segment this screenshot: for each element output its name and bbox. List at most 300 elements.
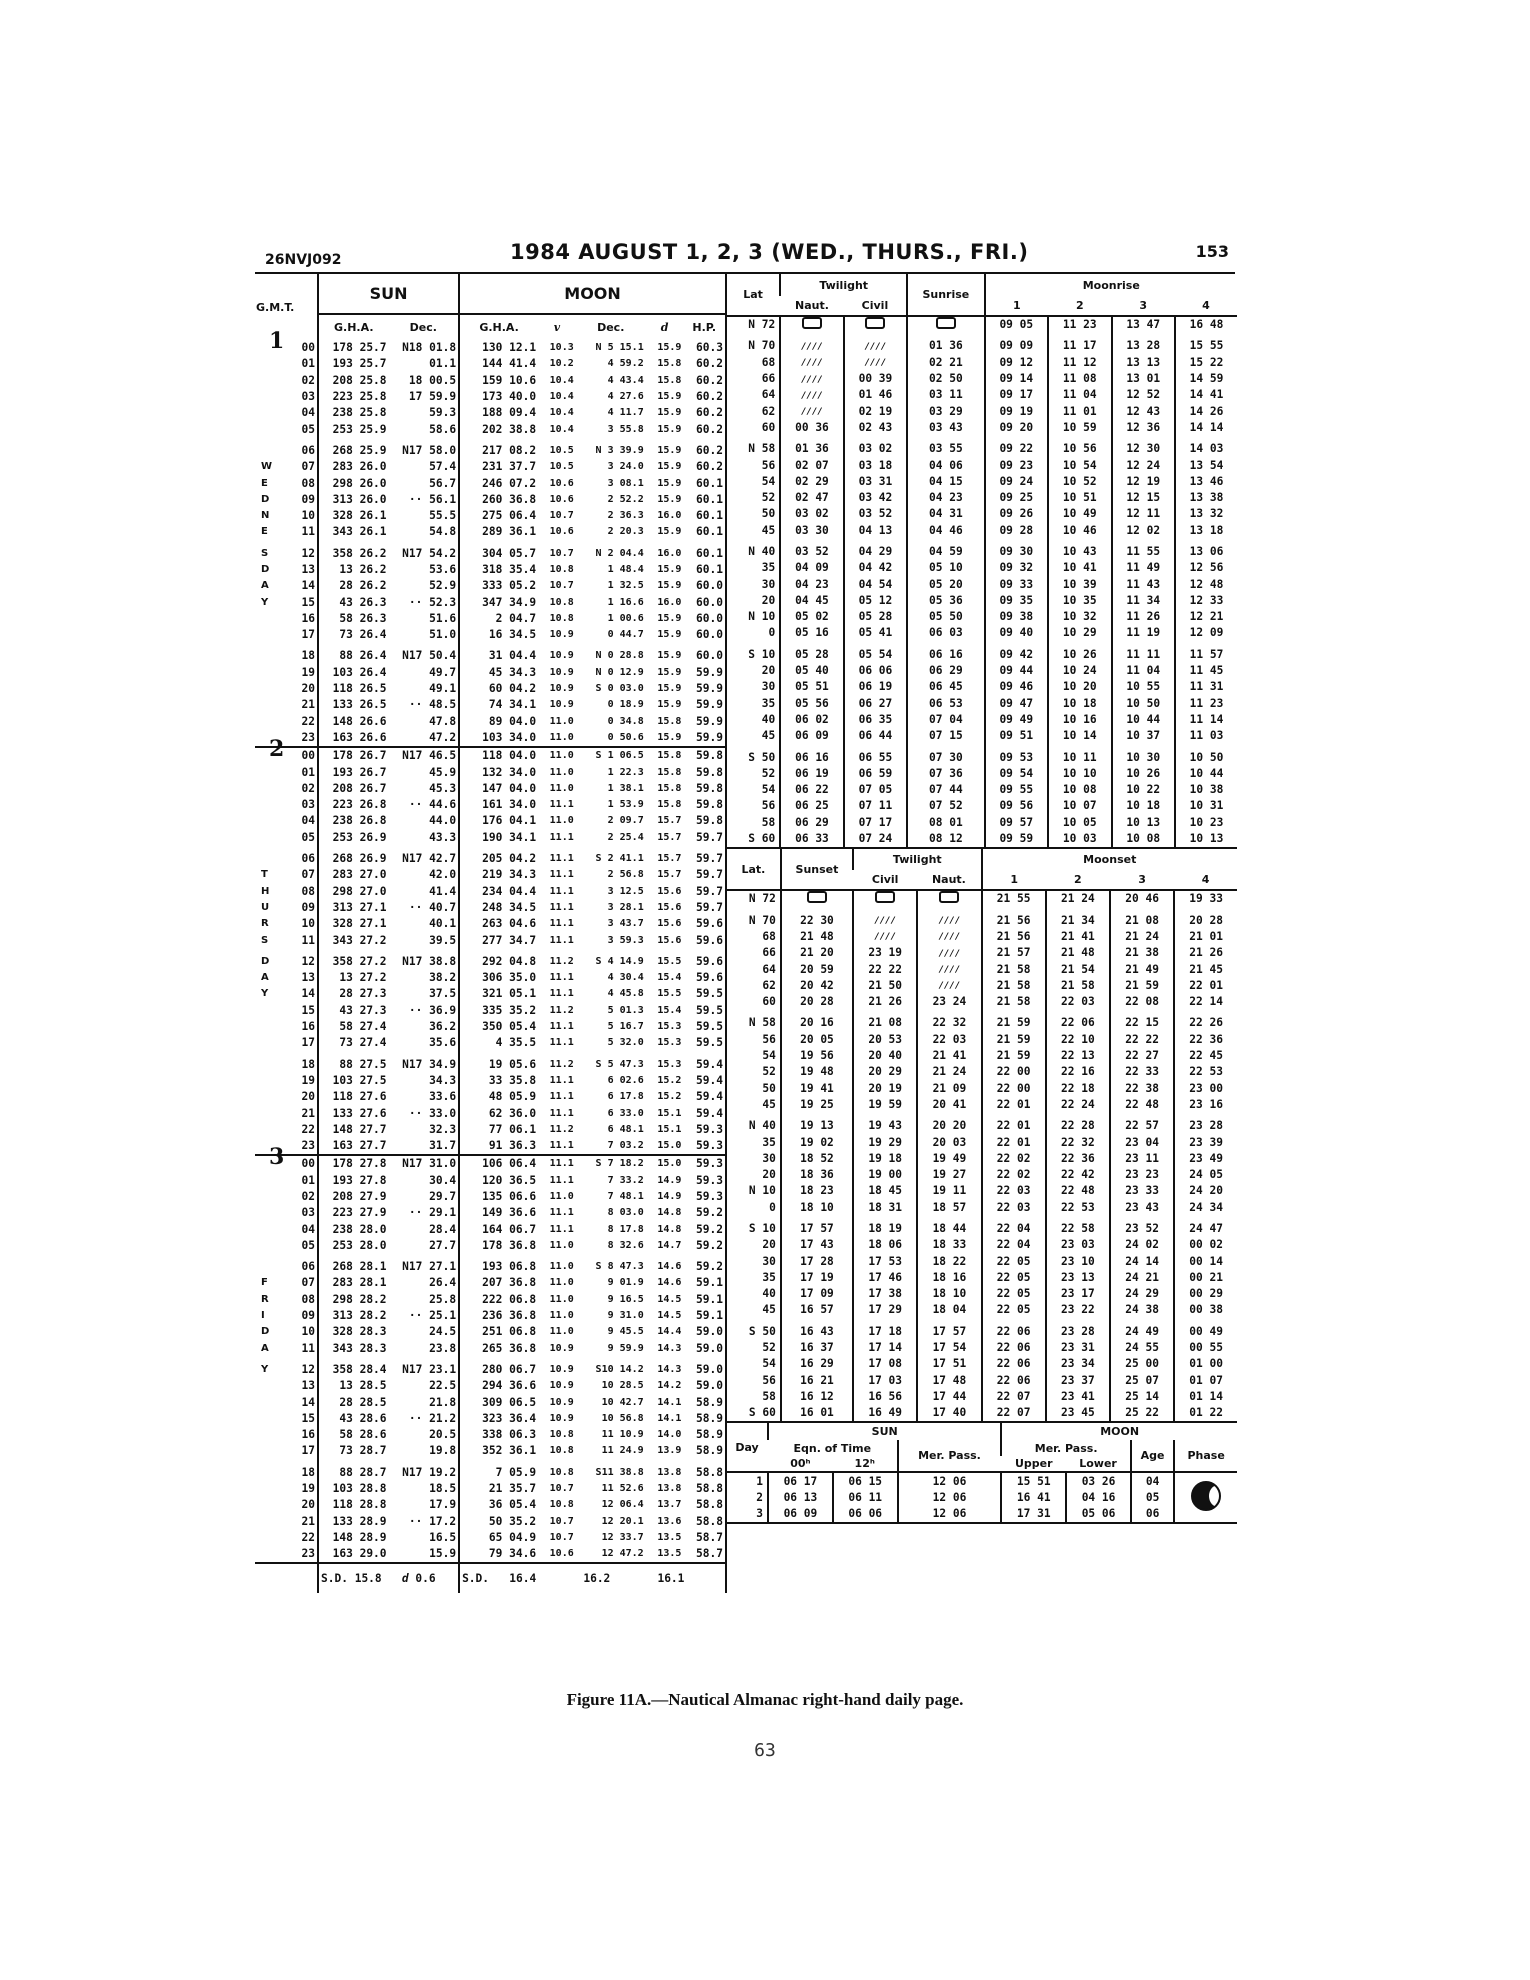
always-above-horizon-icon bbox=[802, 317, 822, 329]
time-value: 23 24 bbox=[917, 994, 981, 1010]
time-value: 13 18 bbox=[1175, 523, 1237, 539]
rise-set-tables bbox=[725, 274, 1237, 1593]
time-value: 08 12 bbox=[907, 831, 984, 847]
upper-header: Upper bbox=[1014, 1457, 1053, 1471]
time-value: 06 27 bbox=[844, 696, 907, 712]
moon-v: 10.8 bbox=[549, 612, 574, 624]
no-twilight-icon: //// bbox=[874, 932, 897, 943]
moon-gha: 120 36.5 bbox=[459, 1173, 538, 1189]
moon-hp: 59.4 bbox=[696, 1073, 723, 1087]
moon-sd-day1: 16.4 bbox=[509, 1571, 537, 1585]
time-value: 04 59 bbox=[907, 539, 984, 560]
moon-dec: N 2 04.4 bbox=[595, 547, 644, 559]
time-value bbox=[780, 387, 843, 403]
moon-dec: 5 32.0 bbox=[607, 1037, 644, 1049]
moon-hp: 60.2 bbox=[696, 406, 723, 420]
moon-hp: 59.7 bbox=[696, 884, 723, 898]
naut-header: Naut. bbox=[795, 299, 829, 312]
sun-dec: 53.6 bbox=[429, 563, 457, 576]
gmt-hour-value: 16 bbox=[301, 1428, 315, 1442]
time-value: 17 44 bbox=[917, 1389, 981, 1405]
moon-dec: 0 44.7 bbox=[607, 629, 644, 641]
time-value: 10 16 bbox=[1048, 712, 1111, 728]
time-value: 23 33 bbox=[1110, 1183, 1174, 1199]
moon-dec: 1 32.5 bbox=[607, 580, 644, 592]
time-value: 23 00 bbox=[1174, 1080, 1237, 1096]
moon-dec: 3 43.7 bbox=[607, 918, 644, 930]
time-value: 05 40 bbox=[780, 663, 843, 679]
moon-dec: 8 03.0 bbox=[607, 1207, 644, 1219]
gmt-hour bbox=[255, 1003, 318, 1019]
time-value: 22 36 bbox=[1046, 1151, 1110, 1167]
moon-hp: 60.2 bbox=[696, 390, 723, 404]
time-value: 10 32 bbox=[1048, 609, 1111, 625]
day: 3 bbox=[756, 1507, 764, 1521]
table-row bbox=[727, 945, 1237, 961]
sun-dec: 29.7 bbox=[429, 1189, 457, 1203]
time-value: 10 37 bbox=[1112, 728, 1175, 744]
sun-gha: 223 26.8 bbox=[318, 797, 389, 813]
time-value: 22 00 bbox=[982, 1064, 1046, 1080]
table-row bbox=[727, 1405, 1237, 1421]
moon-d: 15.5 bbox=[657, 955, 682, 967]
moon-hp: 59.6 bbox=[696, 971, 723, 985]
time-value: 17 08 bbox=[853, 1356, 917, 1372]
gmt-hour bbox=[255, 1481, 318, 1497]
no-twilight-icon: //// bbox=[801, 390, 823, 401]
sun-sd-label: S.D. bbox=[321, 1571, 348, 1585]
table-row bbox=[255, 1254, 725, 1275]
moon-gha: 188 09.4 bbox=[459, 405, 538, 421]
sun-gha: 358 26.2 bbox=[318, 541, 389, 562]
moon-gha: 350 05.4 bbox=[459, 1019, 538, 1035]
sun-dec: 41.4 bbox=[429, 884, 457, 898]
almanac-page-number: 153 bbox=[1195, 242, 1229, 261]
moon-d-header: d bbox=[660, 321, 669, 334]
sun-moon-table bbox=[255, 274, 725, 1593]
gmt-hour bbox=[255, 492, 318, 508]
sun-dec: 56.7 bbox=[429, 476, 457, 490]
time-value: 23 19 bbox=[853, 945, 917, 961]
time-value: 03 29 bbox=[907, 403, 984, 419]
no-twilight-icon: //// bbox=[938, 932, 961, 943]
moon-dec: 2 09.7 bbox=[607, 815, 644, 827]
time-value: 09 54 bbox=[985, 766, 1048, 782]
moon-dec: 12 33.7 bbox=[601, 1531, 644, 1543]
weekday-letter: D bbox=[261, 1326, 270, 1338]
moon-dec: 6 02.6 bbox=[607, 1074, 644, 1086]
table-row bbox=[727, 609, 1237, 625]
moon-dec: S 1 06.5 bbox=[595, 750, 644, 762]
moon-hp: 60.1 bbox=[696, 476, 723, 490]
sun-dec: 47.8 bbox=[429, 714, 457, 728]
table-row bbox=[255, 389, 725, 405]
sun-dec: 17.9 bbox=[429, 1498, 457, 1512]
gmt-hour bbox=[255, 594, 318, 610]
moon-v: 11.1 bbox=[549, 831, 574, 843]
moon-dec: 12 20.1 bbox=[601, 1515, 644, 1527]
gmt-hour bbox=[255, 1513, 318, 1529]
gmt-hour bbox=[255, 1460, 318, 1481]
moon-hp: 58.8 bbox=[696, 1465, 723, 1479]
table-row bbox=[255, 373, 725, 389]
table-row bbox=[255, 1019, 725, 1035]
summary-sun-header: SUN bbox=[768, 1422, 1001, 1440]
table-row bbox=[255, 1513, 725, 1529]
moon-dec: 4 11.7 bbox=[607, 407, 644, 419]
time-value: 10 54 bbox=[1048, 457, 1111, 473]
moon-v-header: v bbox=[553, 321, 561, 334]
moon-v: 11.1 bbox=[549, 1074, 574, 1086]
time-value: 16 43 bbox=[781, 1319, 853, 1340]
weekday-letter: D bbox=[261, 564, 270, 575]
sun-gha: 253 26.9 bbox=[318, 830, 389, 846]
time-value bbox=[780, 355, 843, 371]
time-value: 22 32 bbox=[917, 1010, 981, 1031]
time-value: 02 50 bbox=[907, 371, 984, 387]
gmt-hour-value: 17 bbox=[301, 628, 315, 642]
moon-gha: 135 06.6 bbox=[459, 1189, 538, 1205]
time-value: 04 54 bbox=[844, 576, 907, 592]
day-number: 2 bbox=[269, 736, 285, 763]
time-value: 21 56 bbox=[982, 929, 1046, 945]
sun-gha: 298 26.0 bbox=[318, 475, 389, 491]
table-row bbox=[727, 1167, 1237, 1183]
moon-dec: 12 47.2 bbox=[601, 1548, 644, 1560]
time-value: 06 33 bbox=[780, 831, 843, 847]
time-value: 10 46 bbox=[1048, 523, 1111, 539]
time-value: 02 47 bbox=[780, 490, 843, 506]
time-value: 21 01 bbox=[1174, 929, 1237, 945]
moon-hp-header: H.P. bbox=[692, 321, 716, 334]
latitude: 58 bbox=[761, 815, 776, 829]
moon-d: 14.6 bbox=[657, 1261, 682, 1273]
time-value: 18 33 bbox=[917, 1237, 981, 1253]
time-value: 24 47 bbox=[1174, 1216, 1237, 1237]
moon-hp: 59.2 bbox=[696, 1206, 723, 1220]
gmt-hour-value: 20 bbox=[301, 1498, 315, 1512]
moon-hp: 59.4 bbox=[696, 1057, 723, 1071]
table-row bbox=[255, 1546, 725, 1563]
moonset-day-2: 2 bbox=[1074, 873, 1082, 887]
eqn-time-12: 06 15 bbox=[833, 1472, 898, 1489]
moon-d: 13.8 bbox=[657, 1466, 682, 1478]
moon-gha: 159 10.6 bbox=[459, 373, 538, 389]
time-value: 20 05 bbox=[781, 1032, 853, 1048]
table-row bbox=[255, 1308, 725, 1324]
time-value: 18 10 bbox=[781, 1200, 853, 1216]
sun-dec: ·· 48.5 bbox=[408, 698, 457, 712]
gmt-hour-value: 06 bbox=[301, 852, 315, 866]
moon-d: 15.8 bbox=[657, 358, 682, 370]
moon-dec: S10 14.2 bbox=[595, 1363, 644, 1375]
moon-gha: 36 05.4 bbox=[459, 1497, 538, 1513]
latitude: N 70 bbox=[748, 339, 776, 353]
time-value: 18 10 bbox=[917, 1286, 981, 1302]
time-value: 01 00 bbox=[1174, 1356, 1237, 1372]
moon-d: 15.4 bbox=[657, 1004, 682, 1016]
table-row bbox=[727, 1151, 1237, 1167]
time-value: 22 32 bbox=[1046, 1134, 1110, 1150]
gmt-hour bbox=[255, 730, 318, 747]
gmt-hour-value: 02 bbox=[301, 1189, 315, 1203]
gmt-hour bbox=[255, 932, 318, 948]
weekday-letter: Y bbox=[261, 596, 269, 608]
moon-gha: 309 06.5 bbox=[459, 1394, 538, 1410]
sun-gha: 358 27.2 bbox=[318, 949, 389, 970]
gmt-hour-value: 20 bbox=[301, 682, 315, 696]
moon-d: 14.0 bbox=[657, 1429, 682, 1441]
time-value: 15 22 bbox=[1175, 355, 1237, 371]
latitude: 64 bbox=[761, 388, 776, 402]
time-value bbox=[780, 371, 843, 387]
time-value: 10 29 bbox=[1048, 625, 1111, 641]
moon-hp: 59.9 bbox=[696, 665, 723, 679]
time-value: 10 11 bbox=[1048, 744, 1111, 765]
sun-dec: 37.5 bbox=[429, 987, 457, 1001]
sun-dec: 27.7 bbox=[429, 1238, 457, 1252]
gmt-hour bbox=[255, 524, 318, 540]
time-value: 21 59 bbox=[982, 1032, 1046, 1048]
age-header: Age bbox=[1131, 1440, 1174, 1472]
time-value: 00 39 bbox=[844, 371, 907, 387]
time-value: 11 34 bbox=[1112, 593, 1175, 609]
time-value: 24 14 bbox=[1110, 1253, 1174, 1269]
time-value: 18 52 bbox=[781, 1151, 853, 1167]
moon-v: 10.8 bbox=[549, 564, 574, 575]
time-value: 23 34 bbox=[1046, 1356, 1110, 1372]
latitude: 35 bbox=[761, 696, 776, 710]
moonrise-day-3: 3 bbox=[1139, 299, 1148, 312]
time-value: 15 55 bbox=[1175, 333, 1237, 354]
sun-sd-value: 15.8 bbox=[354, 1571, 382, 1585]
time-value: 18 36 bbox=[781, 1167, 853, 1183]
time-value: 24 02 bbox=[1110, 1237, 1174, 1253]
gmt-hour bbox=[255, 1411, 318, 1427]
moon-d: 15.9 bbox=[657, 612, 682, 624]
time-value: 14 03 bbox=[1175, 436, 1237, 457]
time-value: 05 16 bbox=[780, 625, 843, 641]
time-value: 12 24 bbox=[1112, 457, 1175, 473]
table-row bbox=[727, 663, 1237, 679]
table-row bbox=[255, 1378, 725, 1394]
table-row bbox=[255, 714, 725, 730]
time-value: 03 11 bbox=[907, 387, 984, 403]
moon-v: 11.2 bbox=[549, 955, 574, 967]
time-value: 17 43 bbox=[781, 1237, 853, 1253]
time-value: 10 50 bbox=[1112, 696, 1175, 712]
time-value: 19 02 bbox=[781, 1134, 853, 1150]
time-value: 06 16 bbox=[907, 642, 984, 663]
sun-gha: 283 27.0 bbox=[318, 867, 389, 883]
time-value: 06 06 bbox=[844, 663, 907, 679]
time-value: 21 24 bbox=[1110, 929, 1174, 945]
latitude: 50 bbox=[762, 1081, 776, 1095]
gmt-hour-value: 14 bbox=[301, 987, 315, 1001]
moon-dec: 6 48.1 bbox=[607, 1123, 644, 1135]
table-row bbox=[255, 867, 725, 883]
table-row bbox=[727, 961, 1237, 977]
sun-gha: 208 27.9 bbox=[318, 1189, 389, 1205]
table-row bbox=[255, 524, 725, 540]
table-row bbox=[255, 1427, 725, 1443]
time-value: 21 24 bbox=[917, 1064, 981, 1080]
time-value: 21 45 bbox=[1174, 961, 1237, 977]
moon-gha: 294 36.6 bbox=[459, 1378, 538, 1394]
moon-v: 10.9 bbox=[549, 1363, 574, 1375]
sun-dec: 34.3 bbox=[429, 1073, 457, 1087]
table-row bbox=[727, 798, 1237, 814]
moon-v: 10.7 bbox=[549, 1531, 574, 1543]
moon-hp: 58.7 bbox=[696, 1547, 723, 1561]
time-value bbox=[917, 908, 981, 929]
moon-gha: 21 35.7 bbox=[459, 1481, 538, 1497]
gmt-hour-value: 01 bbox=[301, 357, 315, 371]
moon-gha: 236 36.8 bbox=[459, 1308, 538, 1324]
moon-v: 11.1 bbox=[549, 869, 574, 881]
moon-d: 13.6 bbox=[657, 1515, 682, 1527]
moon-lower: 05 06 bbox=[1066, 1506, 1131, 1523]
gmt-hour bbox=[255, 813, 318, 829]
moon-gha: 251 06.8 bbox=[459, 1324, 538, 1340]
no-twilight-icon: //// bbox=[801, 374, 823, 385]
gmt-hour bbox=[255, 1073, 318, 1089]
time-value: 22 05 bbox=[982, 1270, 1046, 1286]
moon-d: 13.5 bbox=[657, 1531, 682, 1543]
moon-hp: 59.8 bbox=[696, 749, 723, 763]
moon-d: 15.7 bbox=[657, 831, 682, 843]
weekday-letter: A bbox=[261, 1342, 269, 1354]
gmt-hour-value: 18 bbox=[301, 649, 315, 663]
time-value: 12 52 bbox=[1112, 387, 1175, 403]
time-value: 22 02 bbox=[982, 1167, 1046, 1183]
sunset-moonset-table bbox=[727, 847, 1237, 1421]
moon-d: 14.3 bbox=[657, 1363, 682, 1375]
moon-v: 11.1 bbox=[549, 1140, 574, 1152]
moon-d: 14.5 bbox=[657, 1310, 682, 1322]
moon-gha: 2 04.7 bbox=[459, 611, 538, 627]
page-header bbox=[255, 240, 1235, 268]
time-value: 03 52 bbox=[844, 506, 907, 522]
latitude: 20 bbox=[762, 1168, 776, 1182]
moon-gha: 190 34.1 bbox=[459, 830, 538, 846]
moon-v: 11.1 bbox=[549, 1037, 574, 1049]
lat-header: Lat bbox=[743, 288, 763, 301]
moon-d: 15.1 bbox=[657, 1123, 682, 1135]
table-row bbox=[255, 1357, 725, 1378]
moon-gha: 347 34.9 bbox=[459, 594, 538, 610]
weekday-letter: Y bbox=[261, 988, 269, 1000]
moon-dec: 9 01.9 bbox=[607, 1277, 644, 1289]
sun-gha: 238 26.8 bbox=[318, 813, 389, 829]
latitude: 62 bbox=[761, 404, 776, 418]
moon-hp: 60.1 bbox=[696, 509, 723, 523]
moon-v: 11.1 bbox=[549, 988, 574, 1000]
sun-dec: 54.8 bbox=[429, 525, 457, 539]
table-row bbox=[727, 890, 1237, 907]
moon-v: 11.1 bbox=[549, 934, 574, 946]
table-row bbox=[255, 1105, 725, 1121]
moon-d: 14.1 bbox=[657, 1412, 682, 1424]
time-value: 06 59 bbox=[844, 766, 907, 782]
time-value: 12 21 bbox=[1175, 609, 1237, 625]
time-value: 17 54 bbox=[917, 1340, 981, 1356]
time-value: 09 56 bbox=[985, 798, 1048, 814]
latitude: 52 bbox=[762, 1341, 776, 1355]
moon-d: 15.9 bbox=[657, 444, 682, 456]
moon-hp: 59.6 bbox=[696, 954, 723, 968]
gmt-hour bbox=[255, 459, 318, 475]
time-value: 22 06 bbox=[982, 1373, 1046, 1389]
gmt-hour bbox=[255, 1292, 318, 1308]
time-value: 20 28 bbox=[781, 994, 853, 1010]
moon-d: 15.6 bbox=[657, 901, 682, 913]
eqn-12-header: 12ʰ bbox=[854, 1457, 875, 1471]
moon-v: 11.0 bbox=[549, 1293, 574, 1305]
moon-d: 15.3 bbox=[657, 1058, 682, 1070]
table-row bbox=[255, 1189, 725, 1205]
moon-v: 10.8 bbox=[549, 596, 574, 608]
moon-d: 15.3 bbox=[657, 1021, 682, 1033]
moon-hp: 60.0 bbox=[696, 628, 723, 642]
time-value: 13 06 bbox=[1175, 539, 1237, 560]
time-value: 22 01 bbox=[982, 1113, 1046, 1134]
time-value: 19 59 bbox=[853, 1097, 917, 1113]
gmt-hour bbox=[255, 578, 318, 594]
time-value: 17 57 bbox=[917, 1319, 981, 1340]
latitude: 68 bbox=[761, 355, 776, 369]
gmt-hour-value: 22 bbox=[301, 714, 315, 728]
latitude: 20 bbox=[761, 664, 776, 678]
moon-gha: 77 06.1 bbox=[459, 1122, 538, 1138]
moon-dec: N 5 15.1 bbox=[595, 342, 644, 354]
gmt-hour-value: 04 bbox=[301, 406, 315, 420]
time-value: 11 45 bbox=[1175, 663, 1237, 679]
table-row bbox=[727, 1134, 1237, 1150]
moon-v: 10.4 bbox=[549, 407, 574, 419]
latitude: N 40 bbox=[748, 545, 776, 558]
table-row bbox=[255, 1173, 725, 1189]
moon-dec: 1 53.9 bbox=[607, 799, 644, 811]
gmt-hour-value: 11 bbox=[301, 1341, 315, 1355]
latitude: 68 bbox=[762, 929, 776, 943]
moon-upper: 17 31 bbox=[1001, 1506, 1066, 1523]
time-value: 24 49 bbox=[1110, 1319, 1174, 1340]
table-row bbox=[727, 403, 1237, 419]
moon-hp: 60.2 bbox=[696, 357, 723, 371]
time-value: 09 51 bbox=[985, 728, 1048, 744]
latitude: N 72 bbox=[748, 318, 776, 332]
sun-gha: 178 25.7 bbox=[318, 340, 389, 356]
gmt-hour-value: 13 bbox=[301, 1379, 315, 1393]
moon-v: 10.9 bbox=[549, 1412, 574, 1424]
sun-gha: 358 28.4 bbox=[318, 1357, 389, 1378]
time-value: 18 23 bbox=[781, 1183, 853, 1199]
table-row bbox=[727, 1373, 1237, 1389]
time-value: 09 05 bbox=[985, 316, 1048, 333]
time-value: 24 38 bbox=[1110, 1302, 1174, 1318]
time-value: 21 09 bbox=[917, 1080, 981, 1096]
moon-gha: 321 05.1 bbox=[459, 986, 538, 1002]
gmt-hour bbox=[255, 1341, 318, 1357]
time-value: 12 30 bbox=[1112, 436, 1175, 457]
moon-d: 15.9 bbox=[657, 629, 682, 641]
gmt-hour-value: 07 bbox=[301, 460, 315, 474]
time-value: 02 43 bbox=[844, 420, 907, 436]
time-value: 05 51 bbox=[780, 679, 843, 695]
sun-dec: ·· 40.7 bbox=[408, 900, 457, 914]
moonrise-day-1: 1 bbox=[985, 296, 1048, 316]
